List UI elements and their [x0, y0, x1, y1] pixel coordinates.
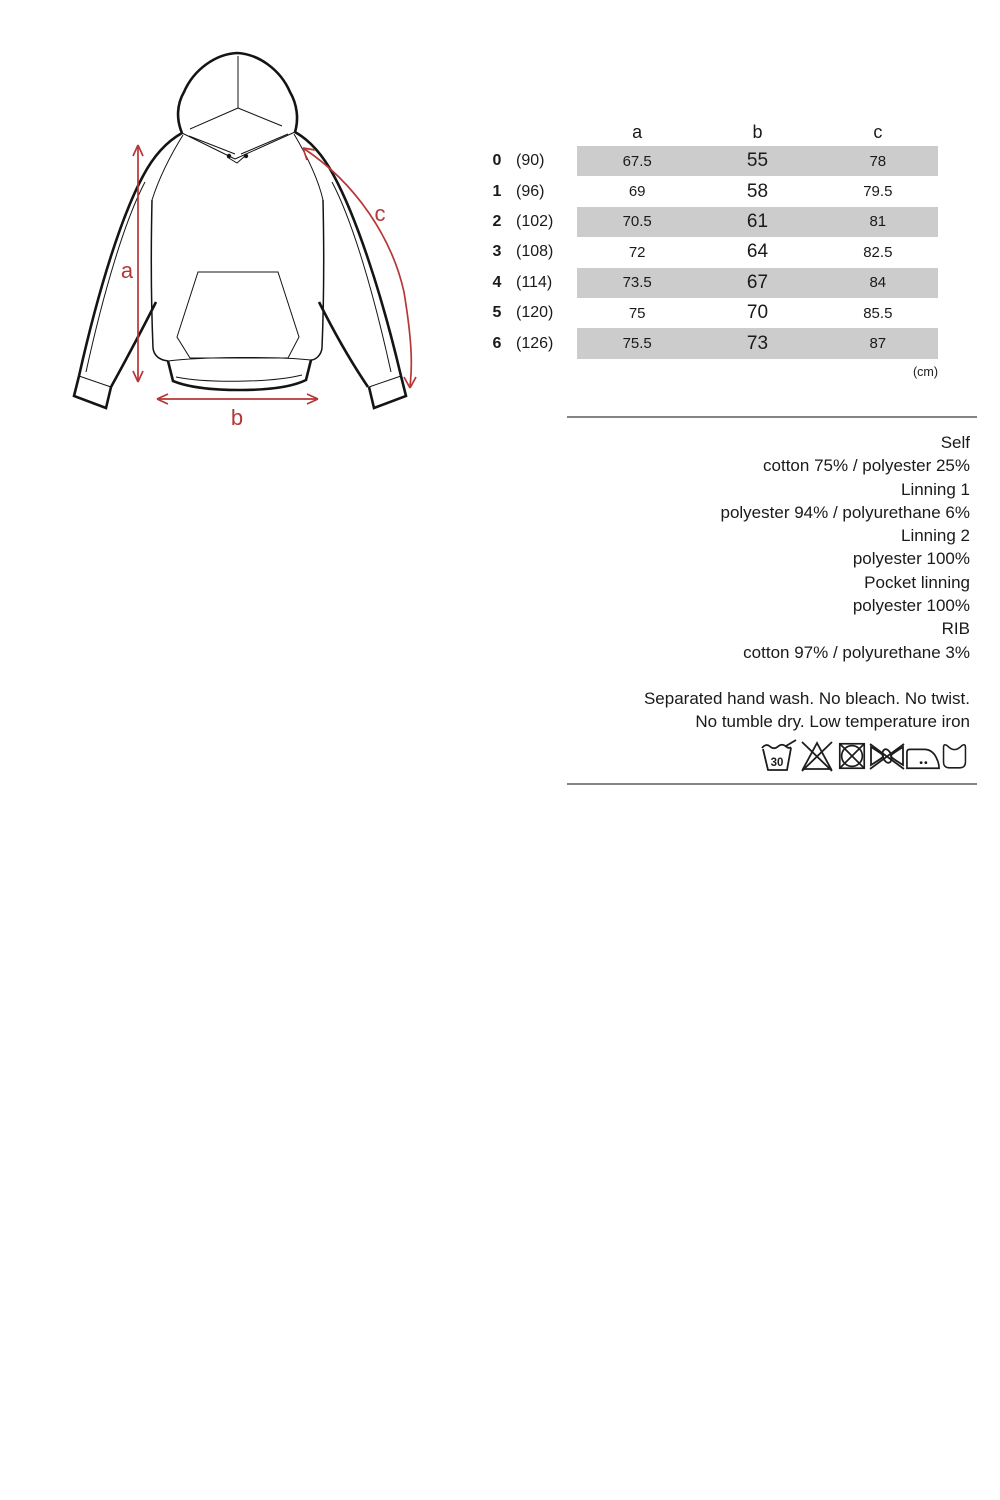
value-b: 73 [746, 332, 769, 354]
arrow-b [157, 394, 318, 404]
hand-wash-30-icon [760, 739, 798, 773]
value-c: 82.5 [863, 243, 893, 261]
divider-top [567, 416, 977, 418]
size-cm: (126) [516, 334, 554, 352]
materials-line: Pocket linning [864, 572, 970, 592]
value-c: 85.5 [863, 304, 893, 322]
iron-low-temp-icon [906, 739, 940, 773]
value-b: 58 [746, 180, 769, 202]
size-cm: (90) [516, 152, 545, 170]
size-number: 5 [492, 304, 502, 322]
materials-line: Linning 1 [900, 479, 970, 499]
table-row [480, 207, 938, 237]
value-c: 81 [869, 213, 887, 231]
label-c: c [374, 201, 386, 226]
value-b: 64 [746, 241, 769, 263]
dry-in-shade-icon [941, 739, 968, 773]
table-row [480, 146, 938, 176]
seam-lines [79, 56, 401, 387]
materials-line: cotton 75% / polyester 25% [763, 456, 970, 476]
value-b: 67 [746, 271, 769, 293]
size-table [480, 118, 938, 379]
column-header-c: c [873, 121, 883, 142]
hoodie-diagram [30, 20, 470, 450]
care-line: Separated hand wash. No bleach. No twist. [643, 689, 970, 708]
value-a: 75 [628, 304, 646, 322]
value-c: 87 [869, 335, 887, 353]
size-number: 0 [492, 152, 502, 170]
value-a: 67.5 [622, 152, 652, 170]
do-not-wring-icon [869, 739, 905, 773]
size-table-header [480, 118, 938, 146]
size-cm: (96) [516, 182, 545, 200]
value-b: 70 [746, 302, 769, 324]
care-instructions [570, 687, 970, 734]
value-a: 75.5 [622, 335, 652, 353]
size-number: 1 [492, 182, 502, 200]
table-row [480, 237, 938, 267]
materials-block [570, 431, 970, 664]
materials-line: polyester 100% [852, 549, 970, 569]
materials-line: RIB [941, 619, 970, 639]
divider-bottom [567, 783, 977, 785]
pocket-outline [177, 272, 299, 358]
value-a: 72 [628, 243, 646, 261]
size-number: 2 [492, 212, 502, 230]
unit-label: (cm) [913, 364, 938, 379]
value-a: 70.5 [622, 213, 652, 231]
value-c: 84 [869, 274, 887, 292]
column-header-a: a [632, 121, 643, 142]
materials-line: polyester 94% / polyurethane 6% [720, 502, 970, 522]
arrow-c [303, 148, 416, 388]
materials-line: polyester 100% [852, 596, 970, 616]
size-number: 3 [492, 243, 502, 261]
size-cm: (102) [516, 212, 554, 230]
size-cm: (108) [516, 243, 554, 261]
care-symbols [570, 739, 968, 773]
column-header-b: b [752, 121, 763, 142]
label-a: a [120, 258, 134, 283]
value-a: 69 [628, 183, 646, 201]
size-number: 6 [492, 334, 502, 352]
size-cm: (120) [516, 304, 554, 322]
value-a: 73.5 [622, 274, 652, 292]
label-b: b [230, 405, 244, 430]
value-b: 61 [746, 210, 769, 232]
size-number: 4 [492, 273, 502, 291]
materials-line: cotton 97% / polyurethane 3% [743, 642, 970, 662]
materials-line: Linning 2 [900, 526, 970, 546]
value-c: 79.5 [863, 183, 893, 201]
wash-temp-label: 30 [770, 757, 784, 769]
table-row [480, 298, 938, 328]
care-line: No tumble dry. Low temperature iron [695, 712, 970, 732]
size-cm: (114) [516, 273, 553, 291]
table-row [480, 328, 938, 358]
value-b: 55 [746, 150, 769, 172]
value-c: 78 [869, 152, 887, 170]
table-row [480, 176, 938, 206]
materials-line: Self [940, 433, 970, 452]
do-not-bleach-icon [799, 739, 835, 773]
table-row [480, 268, 938, 298]
do-not-tumble-dry-icon [836, 739, 868, 773]
